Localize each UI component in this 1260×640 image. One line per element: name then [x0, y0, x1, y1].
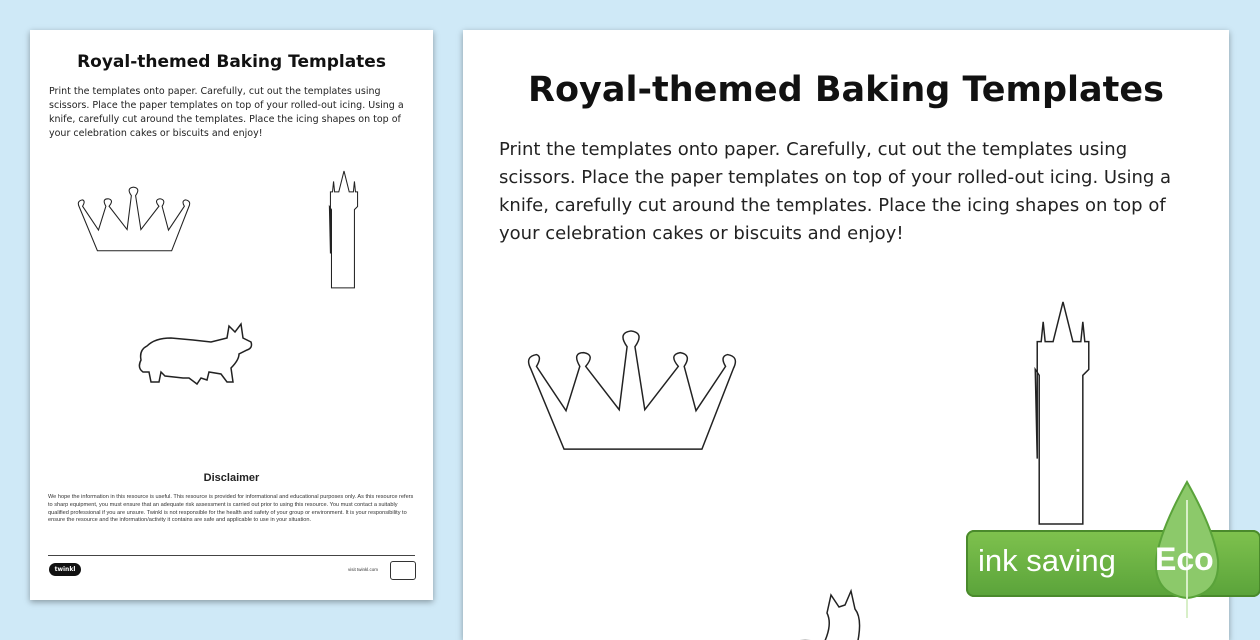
corgi-template [135, 320, 255, 392]
eco-label: Eco [1155, 541, 1214, 577]
corgi-template-large [783, 585, 943, 640]
footer-badge-icon [390, 561, 416, 580]
tower-template-large [1018, 300, 1108, 528]
ink-saving-text: ink saving [978, 543, 1116, 578]
twinkl-logo: twinkl [49, 563, 81, 576]
small-page-title: Royal-themed Baking Templates [77, 52, 386, 72]
footer-divider [48, 555, 415, 556]
tower-template [323, 170, 365, 290]
small-page-preview [30, 30, 433, 600]
large-page-intro: Print the templates onto paper. Carefully, cut out the templates using scissors. Place the paper templates on top of your rolled-out icing. Using a knife, carefully cut around the templates. Place the icing shapes on top of your celebration cakes or biscuits and enjoy! [499, 139, 1172, 244]
footer-url: visit twinkl.com [348, 567, 379, 572]
large-page-title: Royal-themed Baking Templates [528, 70, 1164, 110]
crown-template-large [518, 327, 746, 457]
crown-template [58, 185, 210, 255]
small-page-intro: Print the templates onto paper. Carefully, cut out the templates using scissors. Place the paper templates on top of your rolled-out icing. Using a knife, carefully cut around the templates. Place the icing shapes on top of your celebration cakes or biscuits and enjoy! [49, 86, 404, 139]
disclaimer-title: Disclaimer [203, 472, 260, 484]
disclaimer-text: We hope the information in this resource is useful. This resource is provided for informational and educational purposes only. As this resource refers to sharp equipment, you must ensure that an adequate risk assessment is carried out prior to using this resource. You must contact a suitably qualified professional if you are unsure. Twinkl is not responsible for the health and safety of your group or environment. It is your responsibility to ensure the resource and the information/activity it contains are safe and applicable to use in your situation. [48, 494, 414, 524]
